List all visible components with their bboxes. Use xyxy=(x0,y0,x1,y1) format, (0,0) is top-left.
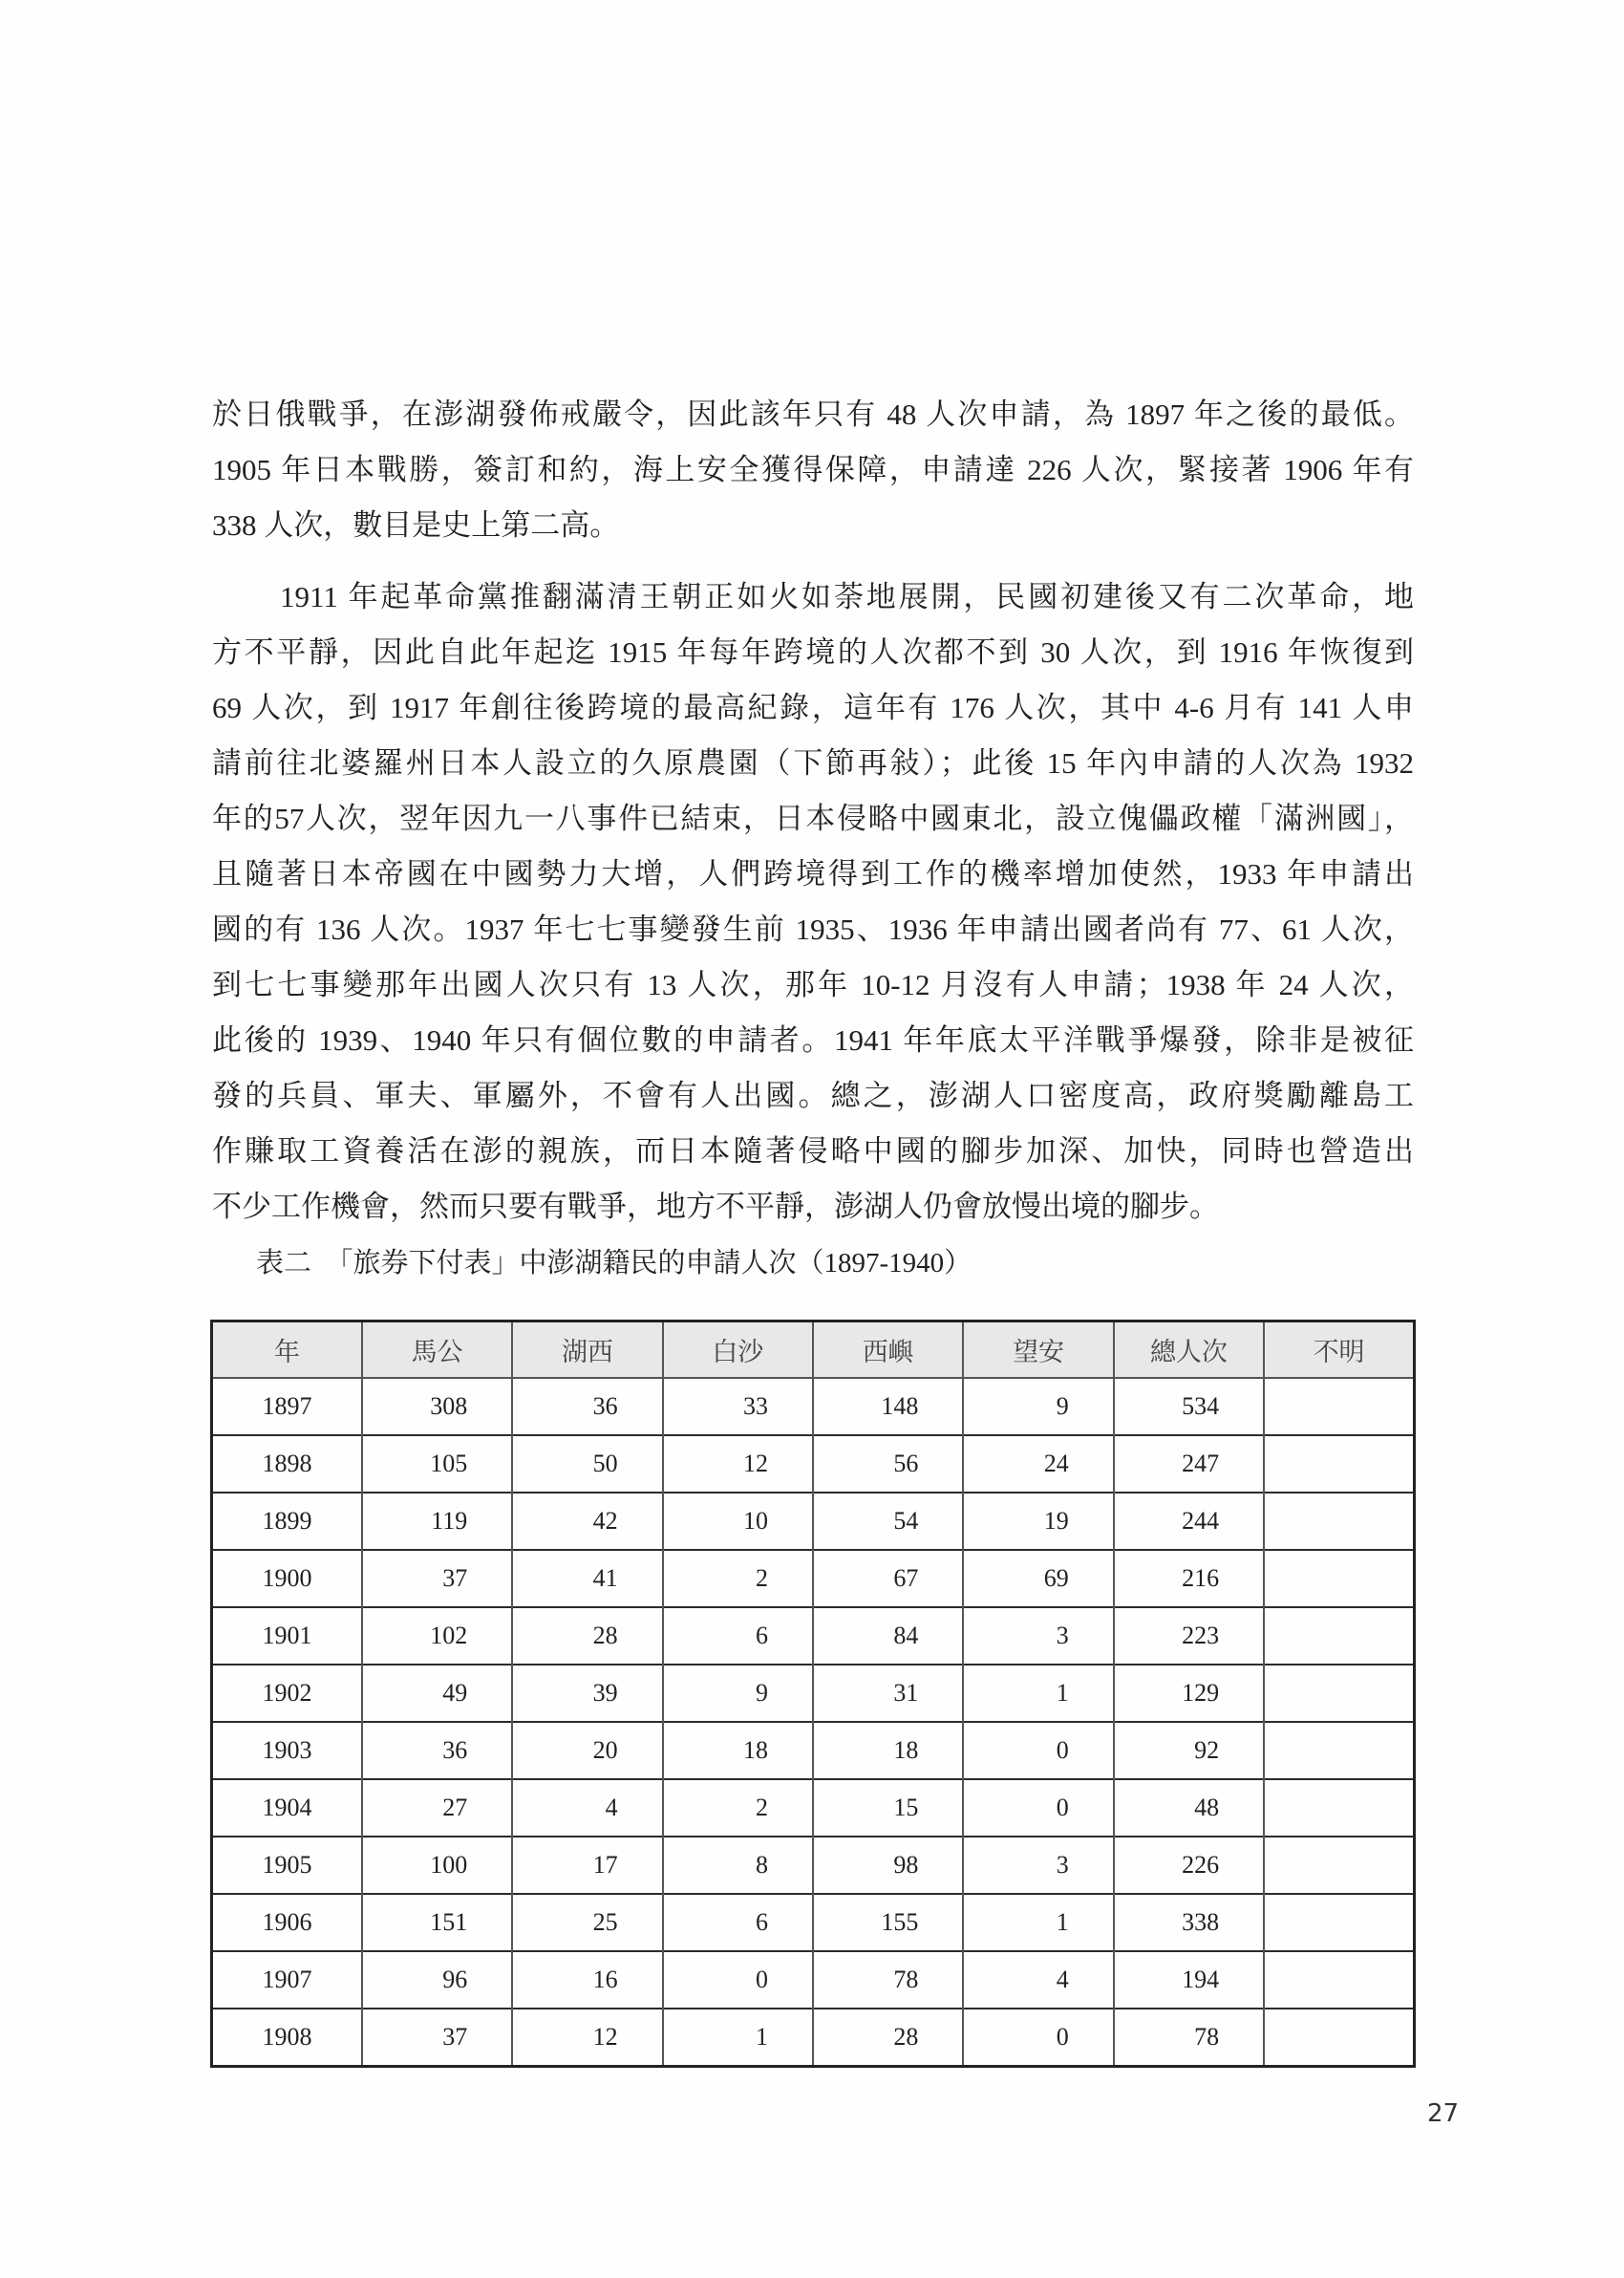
cell-magong: 119 xyxy=(362,1493,512,1550)
column-header-year: 年 xyxy=(212,1322,362,1379)
cell-total: 92 xyxy=(1114,1722,1264,1779)
table-row xyxy=(212,1951,1415,2009)
cell-baisha: 8 xyxy=(663,1837,813,1894)
cell-magong: 105 xyxy=(362,1435,512,1493)
cell-baisha: 9 xyxy=(663,1665,813,1722)
cell-magong: 100 xyxy=(362,1837,512,1894)
text-line: 1911 年起革命黨推翻滿清王朝正如火如荼地展開，民國初建後又有二次革命，地 xyxy=(280,580,1414,613)
cell-wangan: 3 xyxy=(963,1837,1113,1894)
cell-baisha: 2 xyxy=(663,1779,813,1837)
cell-wangan: 0 xyxy=(963,2009,1113,2067)
cell-huxi: 50 xyxy=(512,1435,662,1493)
cell-xiyu: 56 xyxy=(813,1435,963,1493)
cell-wangan: 9 xyxy=(963,1378,1113,1435)
cell-year: 1900 xyxy=(212,1550,362,1607)
cell-unknown xyxy=(1264,1550,1414,1607)
cell-unknown xyxy=(1264,1607,1414,1665)
cell-total: 129 xyxy=(1114,1665,1264,1722)
table-row xyxy=(212,1837,1415,1894)
cell-xiyu: 28 xyxy=(813,2009,963,2067)
cell-xiyu: 15 xyxy=(813,1779,963,1837)
table-row xyxy=(212,1435,1415,1493)
cell-total: 223 xyxy=(1114,1607,1264,1665)
cell-wangan: 69 xyxy=(963,1550,1113,1607)
cell-xiyu: 148 xyxy=(813,1378,963,1435)
cell-xiyu: 67 xyxy=(813,1550,963,1607)
text-line: 請前往北婆羅州日本人設立的久原農園（下節再敍）；此後 15 年內申請的人次為 1932 xyxy=(212,746,1414,780)
cell-year: 1897 xyxy=(212,1378,362,1435)
applications-table xyxy=(210,1320,1416,2068)
cell-unknown xyxy=(1264,1951,1414,2009)
column-header-magong: 馬公 xyxy=(362,1322,512,1379)
cell-unknown xyxy=(1264,1837,1414,1894)
cell-huxi: 42 xyxy=(512,1493,662,1550)
cell-unknown xyxy=(1264,1722,1414,1779)
cell-magong: 151 xyxy=(362,1894,512,1951)
cell-wangan: 1 xyxy=(963,1665,1113,1722)
cell-huxi: 39 xyxy=(512,1665,662,1722)
table-row xyxy=(212,1493,1415,1550)
body-paragraph-1 xyxy=(212,387,1414,553)
cell-baisha: 2 xyxy=(663,1550,813,1607)
table-row xyxy=(212,2009,1415,2067)
cell-total: 244 xyxy=(1114,1493,1264,1550)
cell-unknown xyxy=(1264,1894,1414,1951)
cell-wangan: 3 xyxy=(963,1607,1113,1665)
text-line: 作賺取工資養活在澎的親族，而日本隨著侵略中國的腳步加深、加快，同時也營造出 xyxy=(212,1134,1414,1168)
cell-total: 216 xyxy=(1114,1550,1264,1607)
cell-huxi: 17 xyxy=(512,1837,662,1894)
cell-wangan: 19 xyxy=(963,1493,1113,1550)
text-line: 國的有 136 人次。1937 年七七事變發生前 1935、1936 年申請出國者尚有 77、61 人次， xyxy=(212,913,1414,946)
cell-xiyu: 31 xyxy=(813,1665,963,1722)
text-line: 338 人次，數目是史上第二高。 xyxy=(212,508,620,542)
table-row xyxy=(212,1722,1415,1779)
cell-baisha: 33 xyxy=(663,1378,813,1435)
text-line: 此後的 1939、1940 年只有個位數的申請者。1941 年年底太平洋戰爭爆發，除非是被征 xyxy=(212,1023,1414,1057)
table-row xyxy=(212,1607,1415,1665)
cell-year: 1899 xyxy=(212,1493,362,1550)
cell-magong: 96 xyxy=(362,1951,512,2009)
cell-baisha: 6 xyxy=(663,1894,813,1951)
table-row xyxy=(212,1378,1415,1435)
page-number: 27 xyxy=(1427,2099,1460,2128)
cell-unknown xyxy=(1264,1378,1414,1435)
cell-magong: 36 xyxy=(362,1722,512,1779)
cell-baisha: 1 xyxy=(663,2009,813,2067)
cell-year: 1907 xyxy=(212,1951,362,2009)
cell-total: 534 xyxy=(1114,1378,1264,1435)
cell-magong: 37 xyxy=(362,1550,512,1607)
cell-year: 1902 xyxy=(212,1665,362,1722)
cell-year: 1905 xyxy=(212,1837,362,1894)
cell-total: 48 xyxy=(1114,1779,1264,1837)
column-header-wangan: 望安 xyxy=(963,1322,1113,1379)
text-line: 且隨著日本帝國在中國勢力大增，人們跨境得到工作的機率增加使然，1933 年申請出 xyxy=(212,857,1414,891)
table-row xyxy=(212,1779,1415,1837)
table-row xyxy=(212,1550,1415,1607)
table-caption: 表二 「旅券下付表」中澎湖籍民的申請人次（1897-1940） xyxy=(256,1248,972,1279)
cell-baisha: 10 xyxy=(663,1493,813,1550)
cell-year: 1908 xyxy=(212,2009,362,2067)
column-header-unknown: 不明 xyxy=(1264,1322,1414,1379)
table-body xyxy=(212,1378,1415,2067)
cell-year: 1904 xyxy=(212,1779,362,1837)
cell-magong: 37 xyxy=(362,2009,512,2067)
column-header-baisha: 白沙 xyxy=(663,1322,813,1379)
cell-magong: 49 xyxy=(362,1665,512,1722)
cell-huxi: 25 xyxy=(512,1894,662,1951)
cell-huxi: 12 xyxy=(512,2009,662,2067)
column-header-total: 總人次 xyxy=(1114,1322,1264,1379)
cell-magong: 27 xyxy=(362,1779,512,1837)
cell-total: 247 xyxy=(1114,1435,1264,1493)
cell-xiyu: 98 xyxy=(813,1837,963,1894)
cell-total: 78 xyxy=(1114,2009,1264,2067)
text-line: 到七七事變那年出國人次只有 13 人次，那年 10-12 月沒有人申請；1938 年 24 人次， xyxy=(212,968,1414,1001)
cell-huxi: 20 xyxy=(512,1722,662,1779)
cell-year: 1903 xyxy=(212,1722,362,1779)
column-header-xiyu: 西嶼 xyxy=(813,1322,963,1379)
column-header-huxi: 湖西 xyxy=(512,1322,662,1379)
cell-year: 1898 xyxy=(212,1435,362,1493)
cell-huxi: 41 xyxy=(512,1550,662,1607)
cell-xiyu: 84 xyxy=(813,1607,963,1665)
cell-total: 226 xyxy=(1114,1837,1264,1894)
cell-xiyu: 78 xyxy=(813,1951,963,2009)
cell-xiyu: 18 xyxy=(813,1722,963,1779)
text-line: 69 人次，到 1917 年創往後跨境的最高紀錄，這年有 176 人次，其中 4-6 月有 141 人申 xyxy=(212,691,1414,724)
text-line: 不少工作機會，然而只要有戰爭，地方不平靜，澎湖人仍會放慢出境的腳步。 xyxy=(212,1190,1219,1223)
cell-wangan: 4 xyxy=(963,1951,1113,2009)
cell-huxi: 36 xyxy=(512,1378,662,1435)
text-line: 方不平靜，因此自此年起迄 1915 年每年跨境的人次都不到 30 人次，到 1916 年恢復到 xyxy=(212,635,1414,669)
cell-year: 1901 xyxy=(212,1607,362,1665)
cell-huxi: 28 xyxy=(512,1607,662,1665)
table-header-row xyxy=(212,1322,1415,1379)
cell-year: 1906 xyxy=(212,1894,362,1951)
table-row xyxy=(212,1665,1415,1722)
cell-baisha: 6 xyxy=(663,1607,813,1665)
text-line: 發的兵員、軍夫、軍屬外，不會有人出國。總之，澎湖人口密度高，政府獎勵離島工 xyxy=(212,1079,1414,1112)
cell-baisha: 18 xyxy=(663,1722,813,1779)
cell-xiyu: 155 xyxy=(813,1894,963,1951)
cell-magong: 308 xyxy=(362,1378,512,1435)
cell-total: 338 xyxy=(1114,1894,1264,1951)
text-line: 於日俄戰爭，在澎湖發佈戒嚴令，因此該年只有 48 人次申請，為 1897 年之後的最低。 xyxy=(212,398,1414,431)
cell-xiyu: 54 xyxy=(813,1493,963,1550)
cell-baisha: 0 xyxy=(663,1951,813,2009)
body-paragraph-2 xyxy=(212,570,1414,1235)
cell-baisha: 12 xyxy=(663,1435,813,1493)
cell-unknown xyxy=(1264,1779,1414,1837)
cell-wangan: 24 xyxy=(963,1435,1113,1493)
cell-unknown xyxy=(1264,1493,1414,1550)
cell-unknown xyxy=(1264,1665,1414,1722)
cell-wangan: 1 xyxy=(963,1894,1113,1951)
cell-wangan: 0 xyxy=(963,1779,1113,1837)
cell-unknown xyxy=(1264,2009,1414,2067)
text-line: 1905 年日本戰勝，簽訂和約，海上安全獲得保障，申請達 226 人次，緊接著 1906 年有 xyxy=(212,453,1414,486)
cell-magong: 102 xyxy=(362,1607,512,1665)
cell-wangan: 0 xyxy=(963,1722,1113,1779)
cell-huxi: 4 xyxy=(512,1779,662,1837)
cell-huxi: 16 xyxy=(512,1951,662,2009)
cell-total: 194 xyxy=(1114,1951,1264,2009)
table-row xyxy=(212,1894,1415,1951)
text-line: 年的57人次，翌年因九一八事件已結束，日本侵略中國東北，設立傀儡政權「滿洲國」， xyxy=(212,802,1414,835)
cell-unknown xyxy=(1264,1435,1414,1493)
